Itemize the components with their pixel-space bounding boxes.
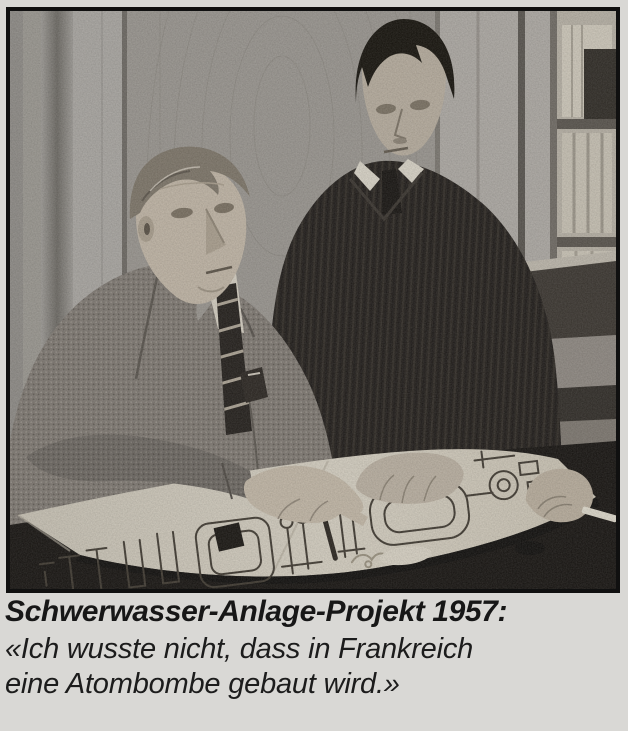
- photo-scene: [10, 11, 616, 589]
- caption-quote-line2: eine Atombombe gebaut wird.»: [5, 668, 400, 700]
- photo: [6, 7, 620, 593]
- film-grain: [10, 11, 616, 589]
- caption: [5, 595, 623, 702]
- caption-quote-line1: «Ich wusste nicht, dass in Frankreich: [5, 633, 474, 665]
- caption-title: Schwerwasser-Anlage-Projekt 1957:: [5, 595, 508, 628]
- caption-quote: [5, 632, 623, 702]
